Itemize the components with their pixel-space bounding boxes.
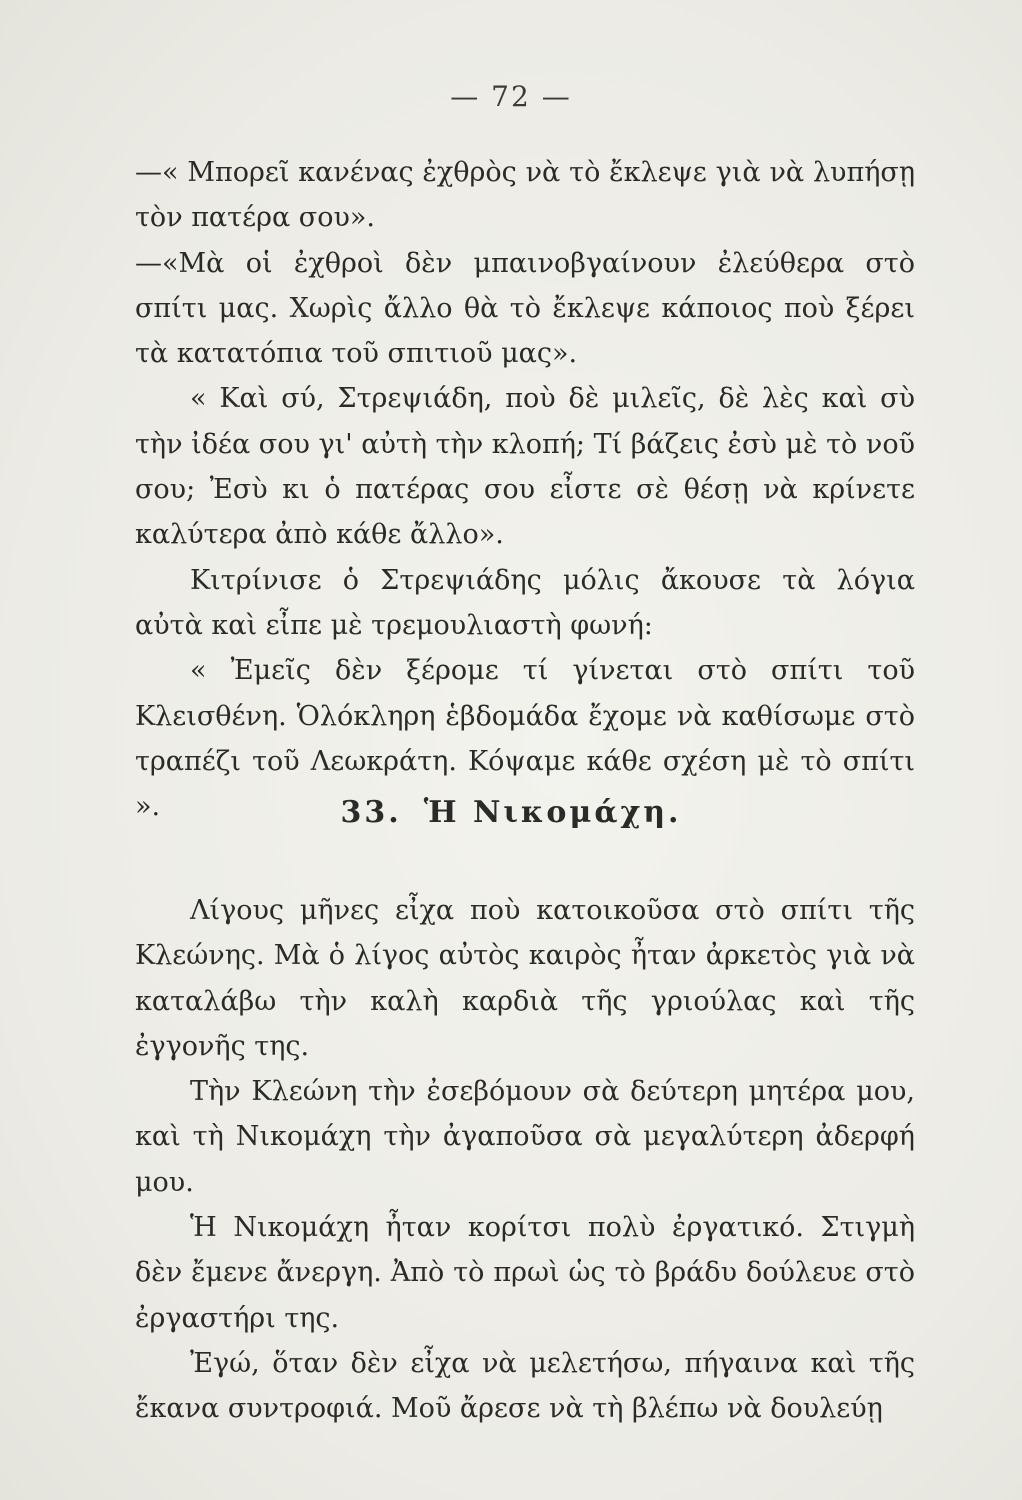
chapter-title: Ἡ Νικομάχη. — [423, 795, 682, 830]
bottom-text-block — [135, 888, 915, 1432]
paragraph: —« Μπορεῖ κανένας ἐχθρὸς νὰ τὸ ἔκλεψε γιὰ νὰ λυπήσῃ τὸν πατέρα σου». — [135, 157, 915, 234]
paragraph: Κιτρίνισε ὁ Στρεψιάδης μόλις ἄκουσε τὰ λόγια αὐτὰ καὶ εἶπε μὲ τρεμουλιαστὴ φωνή: — [135, 564, 915, 641]
chapter-number: 33. — [340, 795, 402, 830]
top-text-block — [135, 150, 915, 829]
paragraph: Ἐγώ, ὅταν δὲν εἶχα νὰ μελετήσω, πήγαινα καὶ τῆς ἔκανα συντροφιά. Μοῦ ἄρεσε νὰ τὴ βλέπω νὰ δουλεύῃ — [135, 1347, 915, 1425]
paragraph: « Ἐμεῖς δὲν ξέρομε τί γίνεται στὸ σπίτι τοῦ Κλεισθένη. Ὁλόκληρη ἑβδομάδα ἔχομε νὰ καθίσωμε στὸ τραπέζι τοῦ Λεωκράτη. Κόψαμε κάθε σχέση μὲ τὸ σπίτι ». — [135, 655, 915, 823]
paragraph: Ἡ Νικομάχη ἦταν κορίτσι πολὺ ἐργατικό. Στιγμὴ δὲν ἔμενε ἄνεργη. Ἀπὸ τὸ πρωὶ ὡς τὸ βράδυ δούλευε στὸ ἐργαστήρι της. — [135, 1212, 915, 1334]
paragraph: « Καὶ σύ, Στρεψιάδη, ποὺ δὲ μιλεῖς, δὲ λὲς καὶ σὺ τὴν ἰδέα σου γι' αὐτὴ τὴν κλοπή; Τί βάζεις ἐσὺ μὲ τὸ νοῦ σου; Ἐσὺ κι ὁ πατέρας σου εἶστε σὲ θέσῃ νὰ κρίνετε καλύτερα ἀπὸ κάθε ἄλλο». — [135, 383, 915, 551]
paragraph: —«Μὰ οἱ ἐχθροὶ δὲν μπαινοβγαίνουν ἐλεύθερα στὸ σπίτι μας. Χωρὶς ἄλλο θὰ τὸ ἔκλεψε κάποιος ποὺ ξέρει τὰ κατατόπια τοῦ σπιτιοῦ μας». — [135, 247, 915, 370]
page-number: — 72 — — [450, 80, 572, 113]
paragraph: Λίγους μῆνες εἶχα ποὺ κατοικοῦσα στὸ σπίτι τῆς Κλεώνης. Μὰ ὁ λίγος αὐτὸς καιρὸς ἦταν ἀρκετὸς γιὰ νὰ καταλάβω τὴν καλὴ καρδιὰ τῆς γριούλας καὶ τῆς ἐγγονῆς της. — [135, 895, 915, 1062]
chapter-heading — [0, 795, 1022, 830]
paragraph: Τὴν Κλεώνη τὴν ἐσεβόμουν σὰ δεύτερη μητέρα μου, καὶ τὴ Νικομάχη τὴν ἀγαποῦσα σὰ μεγαλύτερη ἀδερφή μου. — [135, 1076, 915, 1198]
